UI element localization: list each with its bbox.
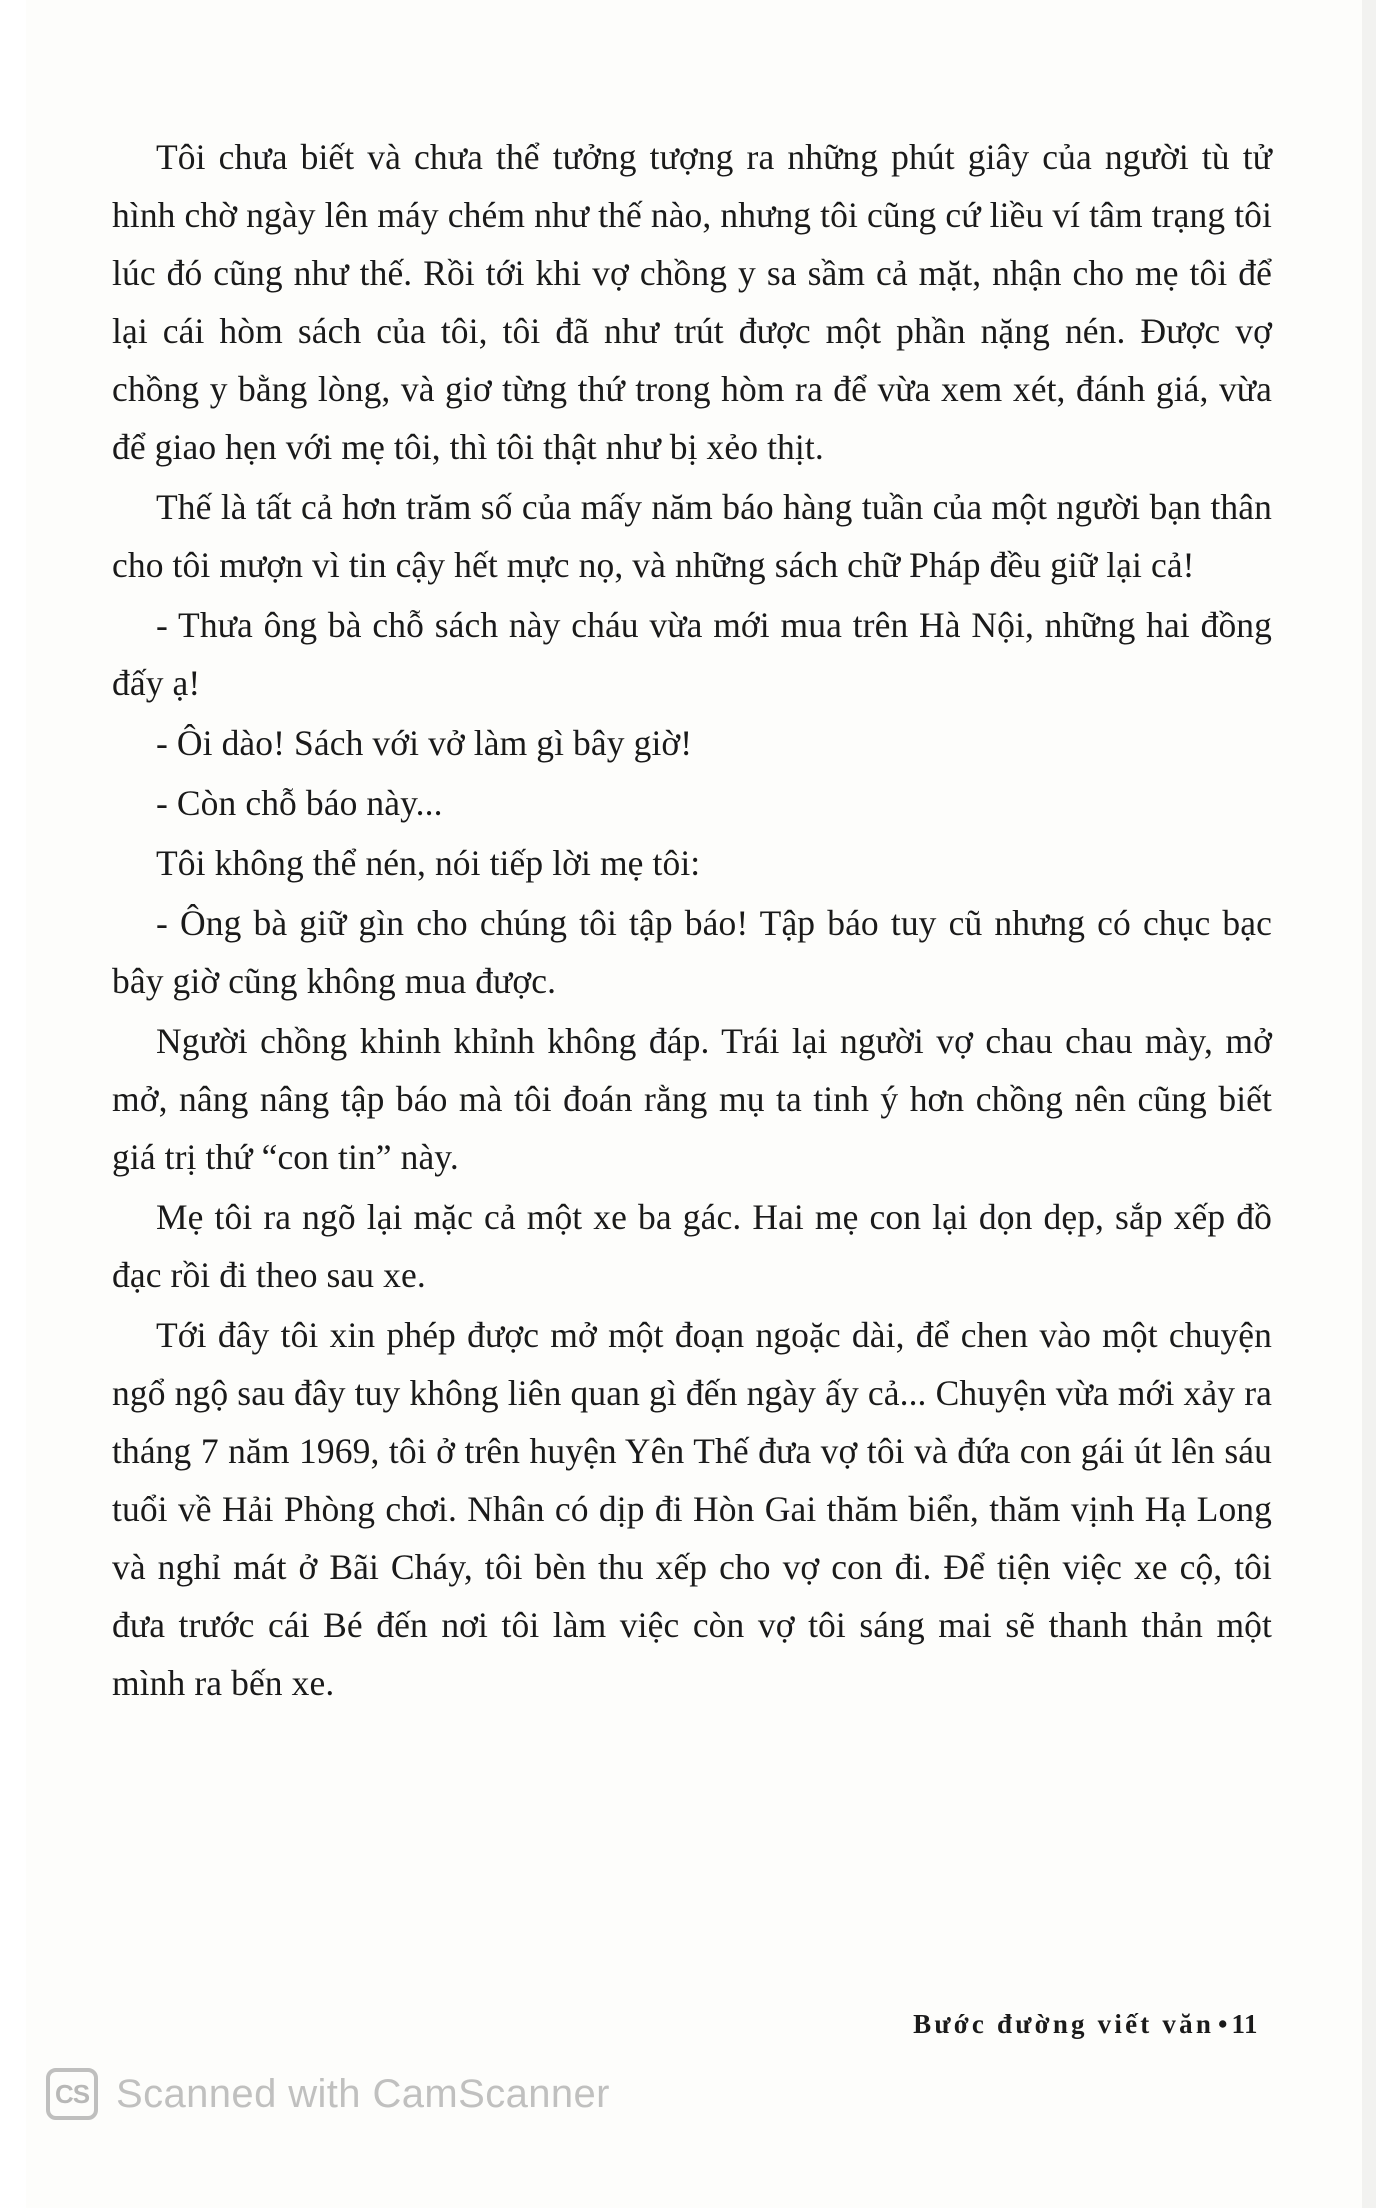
camscanner-logo-icon: CS [46,2068,98,2120]
paragraph: - Thưa ông bà chỗ sách này cháu vừa mới mua trên Hà Nội, những hai đồng đấy ạ! [112,605,1272,703]
page-footer [913,2009,1258,2040]
footer-separator: • [1218,2009,1228,2039]
body-text-column [112,128,1272,1714]
paragraph: Tới đây tôi xin phép được mở một đoạn ngoặc dài, để chen vào một chuyện ngổ ngộ sau đây tuy không liên quan gì đến ngày ấy cả... Chuyện vừa mới xảy ra tháng 7 năm 1969, tôi ở trên huyện Yên Thế đưa vợ tôi và đứa con gái út lên sáu tuổi về Hải Phòng chơi. Nhân có dịp đi Hòn Gai thăm biển, thăm vịnh Hạ Long và nghỉ mát ở Bãi Cháy, tôi bèn thu xếp cho vợ con đi. Để tiện việc xe cộ, tôi đưa trước cái Bé đến nơi tôi làm việc còn vợ tôi sáng mai sẽ thanh thản một mình ra bến xe. [112,1315,1272,1703]
page-left-margin [0,0,26,2208]
paragraph: Thế là tất cả hơn trăm số của mấy năm báo hàng tuần của một người bạn thân cho tôi mượn vì tin cậy hết mực nọ, và những sách chữ Pháp đều giữ lại cả! [112,487,1272,585]
paragraph: - Ôi dào! Sách với vở làm gì bây giờ! [156,723,693,763]
paragraph: - Ông bà giữ gìn cho chúng tôi tập báo! Tập báo tuy cũ nhưng có chục bạc bây giờ cũng không mua được. [112,903,1272,1001]
paragraph: Tôi không thể nén, nói tiếp lời mẹ tôi: [156,843,701,883]
paragraph: Tôi chưa biết và chưa thể tưởng tượng ra những phút giây của người tù tử hình chờ ngày lên máy chém như thế nào, nhưng tôi cũng cứ liều ví tâm trạng tôi lúc đó cũng như thế. Rồi tới khi vợ chồng y sa sầm cả mặt, nhận cho mẹ tôi để lại cái hòm sách của tôi, tôi đã như trút được một phần nặng nén. Được vợ chồng y bằng lòng, và giơ từng thứ trong hòm ra để vừa xem xét, đánh giá, vừa để giao hẹn với mẹ tôi, thì tôi thật như bị xẻo thịt. [112,137,1272,467]
paragraph: - Còn chỗ báo này... [156,783,443,823]
paragraph: Mẹ tôi ra ngõ lại mặc cả một xe ba gác. Hai mẹ con lại dọn dẹp, sắp xếp đồ đạc rồi đi theo sau xe. [112,1197,1272,1295]
paragraph: Người chồng khinh khỉnh không đáp. Trái lại người vợ chau chau mày, mở mở, nâng nâng tập báo mà tôi đoán rằng mụ ta tinh ý hơn chồng nên cũng biết giá trị thứ “con tin” này. [112,1021,1272,1177]
camscanner-watermark [46,2068,610,2120]
page-right-margin [1362,0,1376,2208]
camscanner-label: Scanned with CamScanner [116,2071,610,2116]
page-number: 11 [1231,2009,1258,2039]
running-title: Bước đường viết văn [913,2009,1215,2039]
